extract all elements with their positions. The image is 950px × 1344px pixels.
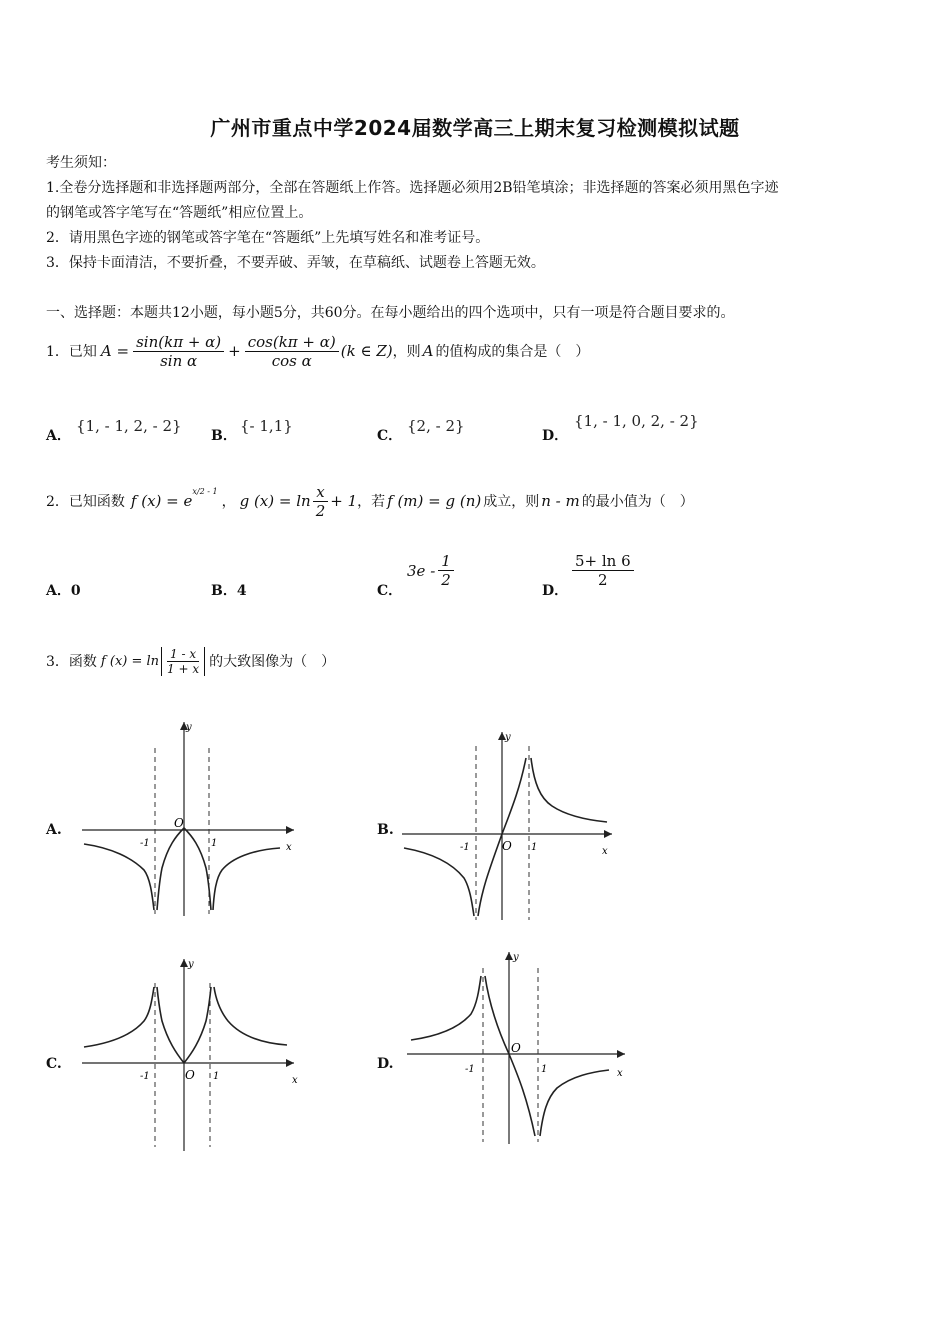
graph-b-origin: O [502,839,512,853]
q1-option-c-label: C． [377,428,403,444]
graph-c-neg1: -1 [140,1071,150,1082]
question-2-prefix: 2．已知函数 [46,494,125,510]
graph-d-neg1: -1 [465,1064,475,1075]
notice-item: 的钢笔或答字笔写在“答题纸”相应位置上。 [46,205,313,221]
graph-b [402,728,617,923]
q1-den2: cos α [271,351,312,370]
graph-b-x-label: x [602,846,608,857]
q1-lhs: A = [100,342,130,360]
graph-a [82,718,297,918]
q1-option-d-label: D． [542,428,569,444]
graph-b-pos1: 1 [531,842,538,853]
graph-c-y-label: y [188,959,194,970]
q2-mid: 成立，则 [483,494,540,510]
q1-den1: sin α [160,351,198,370]
q3-option-a-label: A. [46,822,62,838]
q3-abs-bars [161,647,205,676]
graph-c-origin: O [185,1068,195,1082]
q2-option-d-value [572,552,634,589]
q1-num2: cos(kπ + α) [245,333,339,352]
graph-d-x-label: x [617,1068,623,1079]
graph-c [82,955,302,1153]
notice-heading: 考生须知： [46,155,116,171]
question-2 [46,476,694,526]
q2-suffix: 的最小值为（ ） [581,494,694,510]
q2-option-a: A．0 [46,583,81,599]
notice-item: 2．请用黑色字迹的钢笔或答字笔在“答题纸”上先填写姓名和准考证号。 [46,230,490,246]
q1-var: A [422,342,434,360]
q3-option-d-label: D. [377,1056,394,1072]
graph-a-origin: O [174,816,184,830]
q3-suffix: 的大致图像为（ ） [209,654,336,670]
q3-option-c-label: C. [46,1056,62,1072]
q2-g-tail: + 1 [330,492,358,510]
q2-g-den: 2 [315,501,326,520]
graph-a-pos1: 1 [211,838,218,849]
q3-option-b-label: B. [377,822,394,838]
question-3 [46,636,335,686]
question-1 [46,326,589,376]
page-title: 广州市重点中学2024届数学高三上期末复习检测模拟试题 [210,116,740,140]
q1-cond: (k ∈ Z) [340,342,393,360]
q1-num1: sin(kπ + α) [133,333,224,352]
q2-option-d-fraction [572,552,634,589]
q2-option-c-value [407,552,454,589]
q2-option-b: B．4 [211,583,247,599]
q1-fraction-1 [133,333,224,370]
q2-g: g (x) = ln [239,492,311,510]
graph-c-x-label: x [292,1075,298,1086]
q2-option-d-label: D． [542,583,569,599]
q2-if: ，若 [357,494,386,510]
q2-f: f (x) = e [130,492,193,510]
graph-a-y-label: y [186,722,192,733]
q1-option-b-label: B． [211,428,237,444]
graph-d-y-label: y [513,952,519,963]
q2-option-c-fraction [438,552,454,589]
q2-option-d-num: 5+ ln 6 [572,552,634,571]
q1-option-a-value: {1, - 1, 2, - 2} [76,417,182,435]
graph-a-neg1: -1 [140,838,150,849]
graph-d-origin: O [511,1041,521,1055]
q2-option-c-lead: 3e - [407,561,436,580]
section-heading: 一、选择题：本题共12小题，每小题5分，共60分。在每小题给出的四个选项中，只有一项是符合题目要求的。 [46,305,735,321]
graph-d [407,948,629,1146]
q2-f-exponent: x/2 - 1 [192,486,218,496]
question-1-prefix: 1．已知 [46,344,97,360]
question-3-prefix: 3．函数 [46,654,97,670]
q1-suffix-b: 的值构成的集合是（ ） [435,344,590,360]
q1-suffix-a: ，则 [392,344,421,360]
q2-option-d-den: 2 [598,571,608,589]
q2-expr: n - m [541,492,580,510]
notice-item: 3．保持卡面清洁，不要折叠，不要弄破、弄皱，在草稿纸、试题卷上答题无效。 [46,255,545,271]
q1-option-b-value: {- 1,1} [240,417,293,435]
q2-comma: ， [221,494,236,510]
q2-option-c-label: C． [377,583,403,599]
graph-b-y-label: y [505,732,511,743]
q2-option-c-num: 1 [438,552,454,571]
graph-a-x-label: x [286,842,292,853]
q1-option-c-value: {2, - 2} [407,417,465,435]
notice-item: 1.全卷分选择题和非选择题两部分，全部在答题纸上作答。选择题必须用2B铅笔填涂；非选择题的答案必须用黑色字迹 [46,180,779,196]
graph-c-pos1: 1 [213,1071,220,1082]
q2-g-num: x [313,483,327,502]
q1-option-d-value: {1, - 1, 0, 2, - 2} [574,412,699,430]
q2-g-fraction [313,483,329,520]
graph-b-neg1: -1 [460,842,470,853]
q1-plus: + [228,342,241,360]
graph-d-pos1: 1 [541,1064,548,1075]
q3-func: f (x) = ln [100,653,160,669]
q3-fraction [164,647,202,676]
q2-option-c-den: 2 [441,571,451,589]
q1-fraction-2 [245,333,339,370]
q2-eq: f (m) = g (n) [387,492,482,510]
q3-den: 1 + x [167,661,200,676]
q1-option-a-label: A． [46,428,71,444]
q3-num: 1 - x [167,647,199,662]
